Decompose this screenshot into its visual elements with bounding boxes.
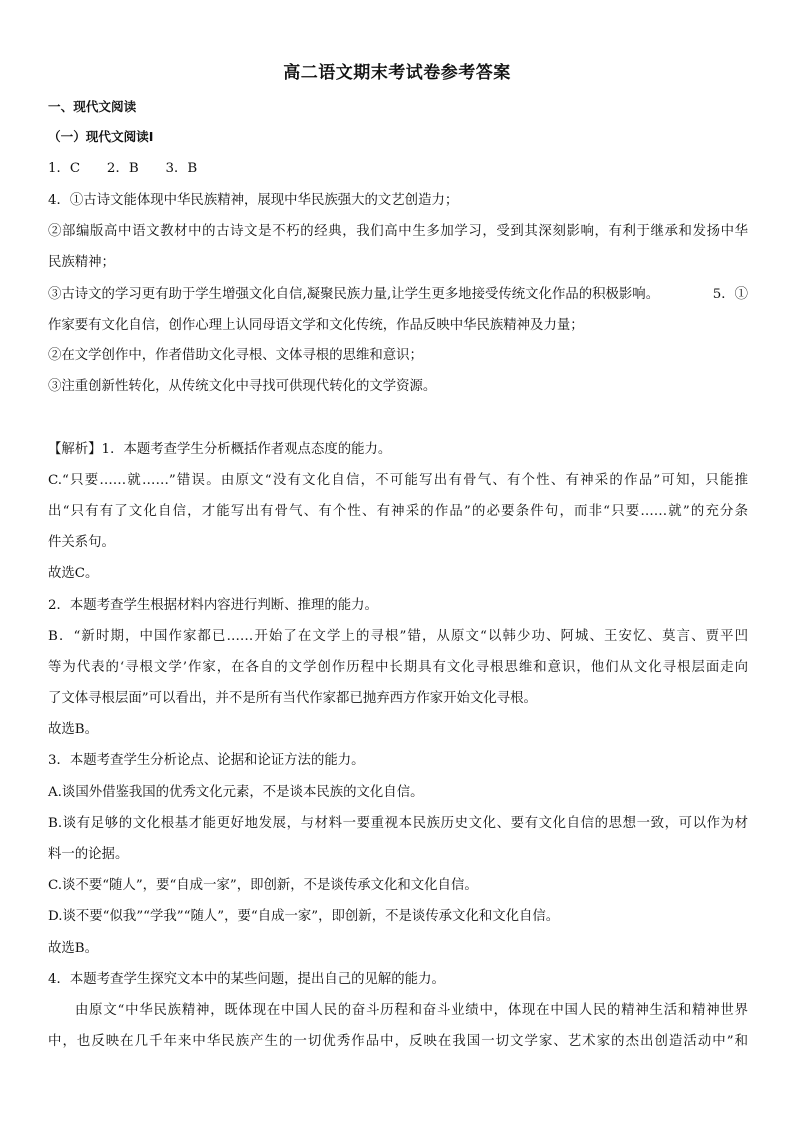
analysis-q2-line-3: 了文体寻根层面”可以看出，并不是所有当代作家都已抛弃西方作家开始文化寻根。 [48,691,537,706]
q5-answer-line-3: ③注重创新性转化，从传统文化中寻找可供现代转化的文学资源。 [48,379,437,394]
q4-answer-line-4 [48,286,748,304]
analysis-q3-heading: 3．本题考查学生分析论点、论据和论证方法的能力。 [48,753,365,768]
q4-answer-line-4-text: ③古诗文的学习更有助于学生增强文化自信,凝聚民族力量,让学生更多地接受传统文化作品的积极影响。 [48,287,660,302]
q5-answer-line-1: 作家要有文化自信，创作心理上认同母语文学和文化传统，作品反映中华民族精神及力量； [48,318,584,333]
analysis-q3-option-d: D.谈不要“似我”“学我”“随人”，要“自成一家”，即创新，不是谈传承文化和文化自信。 [48,909,560,924]
analysis-q1-line-1: C.“只要……就……”错误。由原文“没有文化自信，不可能写出有骨气、有个性、有神采的作品”可知，只能推 [48,473,748,488]
q4-answer-line-1: 4．①古诗文能体现中华民族精神，展现中华民族强大的文艺创造力； [48,193,459,208]
subsection-heading-reading-1: （一）现代文阅读Ⅰ [48,129,154,144]
analysis-q1-line-2: 出“只有有了文化自信，才能写出有骨气、有个性、有神采的作品”的必要条件句，而非“只要……就”的充分条 [48,504,748,519]
choice-answers: 1．C 2．B 3．B [48,161,198,176]
analysis-q3-option-b-line-1: B.谈有足够的文化根基才能更好地发展，与材料一要重视本民族历史文化、要有文化自信的思想一致，可以作为材 [48,816,748,831]
analysis-q1-heading: 【解析】1．本题考查学生分析概括作者观点态度的能力。 [48,442,392,457]
section-heading-modern-reading: 一、现代文阅读 [48,99,137,114]
q5-answer-start: 5．① [712,287,748,302]
analysis-q1-conclusion: 故选C。 [48,566,99,581]
analysis-q2-line-1: B．“新时期，中国作家都已……开始了在文学上的寻根”错，从原文“以韩少功、阿城、王安忆、莫言、贾平凹 [48,629,748,644]
analysis-q3-option-a: A.谈国外借鉴我国的优秀文化元素，不是谈本民族的文化自信。 [48,785,424,800]
analysis-q3-option-c: C.谈不要“随人”，要“自成一家”，即创新，不是谈传承文化和文化自信。 [48,878,478,893]
document-title: 高二语文期末考试卷参考答案 [283,63,511,83]
q5-answer-line-2: ②在文学创作中，作者借助文化寻根、文体寻根的思维和意识； [48,348,423,363]
q4-answer-line-2: ②部编版高中语文教材中的古诗文是不朽的经典，我们高中生多加学习，受到其深刻影响，有利于继承和发扬中华 [48,224,748,239]
analysis-q1-line-3: 件关系句。 [48,535,115,550]
analysis-q3-option-b-line-2: 料一的论据。 [48,847,129,862]
analysis-q2-heading: 2．本题考查学生根据材料内容进行判断、推理的能力。 [48,598,378,613]
analysis-q4-line-2: 中，也反映在几千年来中华民族产生的一切优秀作品中，反映在我国一切文学家、艺术家的杰出创造活动中”和 [48,1034,748,1049]
analysis-q2-conclusion: 故选B。 [48,722,99,737]
analysis-q4-heading: 4．本题考查学生探究文本中的某些问题，提出自己的见解的能力。 [48,972,445,987]
analysis-q4-line-1: 由原文“中华民族精神，既体现在中国人民的奋斗历程和奋斗业绩中，体现在中国人民的精神生活和精神世界 [75,1003,748,1018]
analysis-q2-line-2: 等为代表的‘寻根文学’作家，在各自的文学创作历程中长期具有文化寻根思维和意识，他们从文化寻根层面走向 [48,660,748,675]
analysis-q3-conclusion: 故选B。 [48,941,99,956]
q4-answer-line-3: 民族精神； [48,255,115,270]
